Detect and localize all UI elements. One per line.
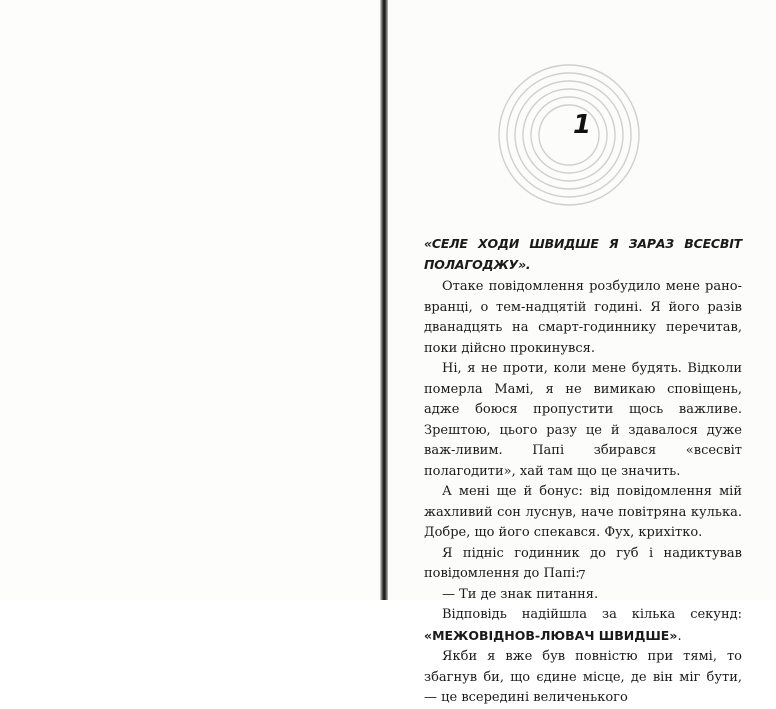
paragraph: Отаке повідомлення розбудило мене рано-вранці, о тем-надцятій годині. Я його разів дванадцять на смарт-годиннику перечитав, поки дійсно прокинувся. [424, 279, 742, 356]
paragraph: Якби я вже був повністю при тямі, то збагнув би, що єдине місце, де він міг бути, — це всередині величенького [424, 649, 742, 705]
chapter-number: 1 [572, 110, 592, 140]
chapter-heading: «СЕЛЕ ХОДИ ШВИДШЕ Я ЗАРАЗ ВСЕСВІТ ПОЛАГОДЖУ». [424, 236, 742, 272]
paragraph: А мені ще й бонус: від повідомлення мій жахливий сон луснув, наче повітряна кулька. Добре, що його спекався. Фух, крихітко. [424, 484, 742, 540]
paragraph: Ні, я не проти, коли мене будять. Відколи померла Мамі, я не вимикаю сповіщень, адже боюся пропустити щось важливе. Зрештою, цього разу це й здавалося дуже важ-ливим. Папі збирався «всесвіт полагодити», хай там що це значить. [424, 361, 742, 479]
right-page [388, 0, 776, 705]
left-page-blank [0, 0, 382, 600]
page-number: 7 [578, 568, 586, 582]
book-gutter [380, 0, 388, 600]
chapter-text [424, 234, 742, 709]
answer-suffix: . [677, 628, 682, 644]
answer-message: «МЕЖОВІДНОВ-ЛЮВАЧ ШВИДШЕ» [424, 627, 678, 643]
answer-prefix: Відповідь надійшла за кілька секунд: [442, 607, 742, 622]
paragraph: — Ти де знак питання. [442, 586, 599, 602]
paragraph: Я підніс годинник до губ і надиктував повідомлення до Папі: [424, 545, 742, 581]
answer-paragraph [424, 605, 742, 647]
